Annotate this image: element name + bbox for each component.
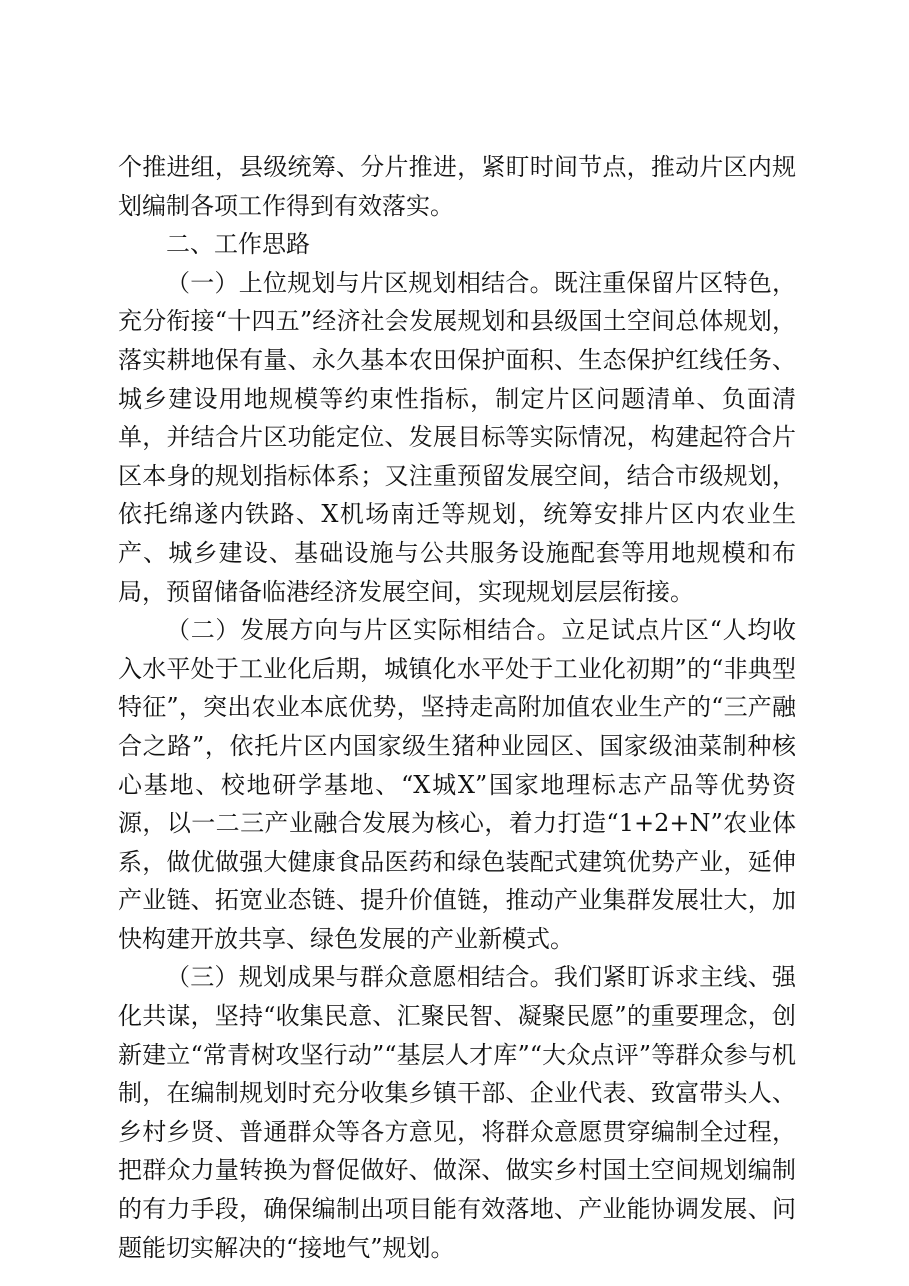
paragraph-continuation: 个推进组，县级统筹、分片推进，紧盯时间节点，推动片区内规划编制各项工作得到有效落实。 [118, 153, 796, 220]
document-body [118, 148, 796, 1267]
paragraph-2: （二）发展方向与片区实际相结合。立足试点片区“人均收入水平处于工业化后期，城镇化水平处于工业化初期”的“非典型特征”，突出农业本底优势，坚持走高附加值农业生产的“三产融合之路”，依托片区内国家级生猪种业园区、国家级油菜制种核心基地、校地研学基地、“X城X”国家地理标志产品等优势资源，以一二三产业融合发展为核心，着力打造“1+2+N”农业体系，做优做强大健康食品医药和绿色装配式建筑优势产业，延伸产业链、拓宽业态链、提升价值链，推动产业集群发展壮大，加快构建开放共享、绿色发展的产业新模式。 [118, 616, 796, 953]
paragraph-3: （三）规划成果与群众意愿相结合。我们紧盯诉求主线、强化共谋，坚持“收集民意、汇聚民智、凝聚民愿”的重要理念，创新建立“常青树攻坚行动”“基层人才库”“大众点评”等群众参与机制，在编制规划时充分收集乡镇干部、企业代表、致富带头人、乡村乡贤、普通群众等各方意见，将群众意愿贯穿编制全过程，把群众力量转换为督促做好、做深、做实乡村国土空间规划编制的有力手段，确保编制出项目能有效落地、产业能协调发展、问题能切实解决的“接地气”规划。 [118, 963, 796, 1262]
paragraph-1: （一）上位规划与片区规划相结合。既注重保留片区特色，充分衔接“十四五”经济社会发展规划和县级国土空间总体规划，落实耕地保有量、永久基本农田保护面积、生态保护红线任务、城乡建设用地规模等约束性指标，制定片区问题清单、负面清单，并结合片区功能定位、发展目标等实际情况，构建起符合片区本身的规划指标体系；又注重预留发展空间，结合市级规划，依托绵遂内铁路、X机场南迁等规划，统筹安排片区内农业生产、城乡建设、基础设施与公共服务设施配套等用地规模和布局，预留储备临港经济发展空间，实现规划层层衔接。 [118, 268, 796, 606]
section-heading: 二、工作思路 [166, 230, 310, 259]
